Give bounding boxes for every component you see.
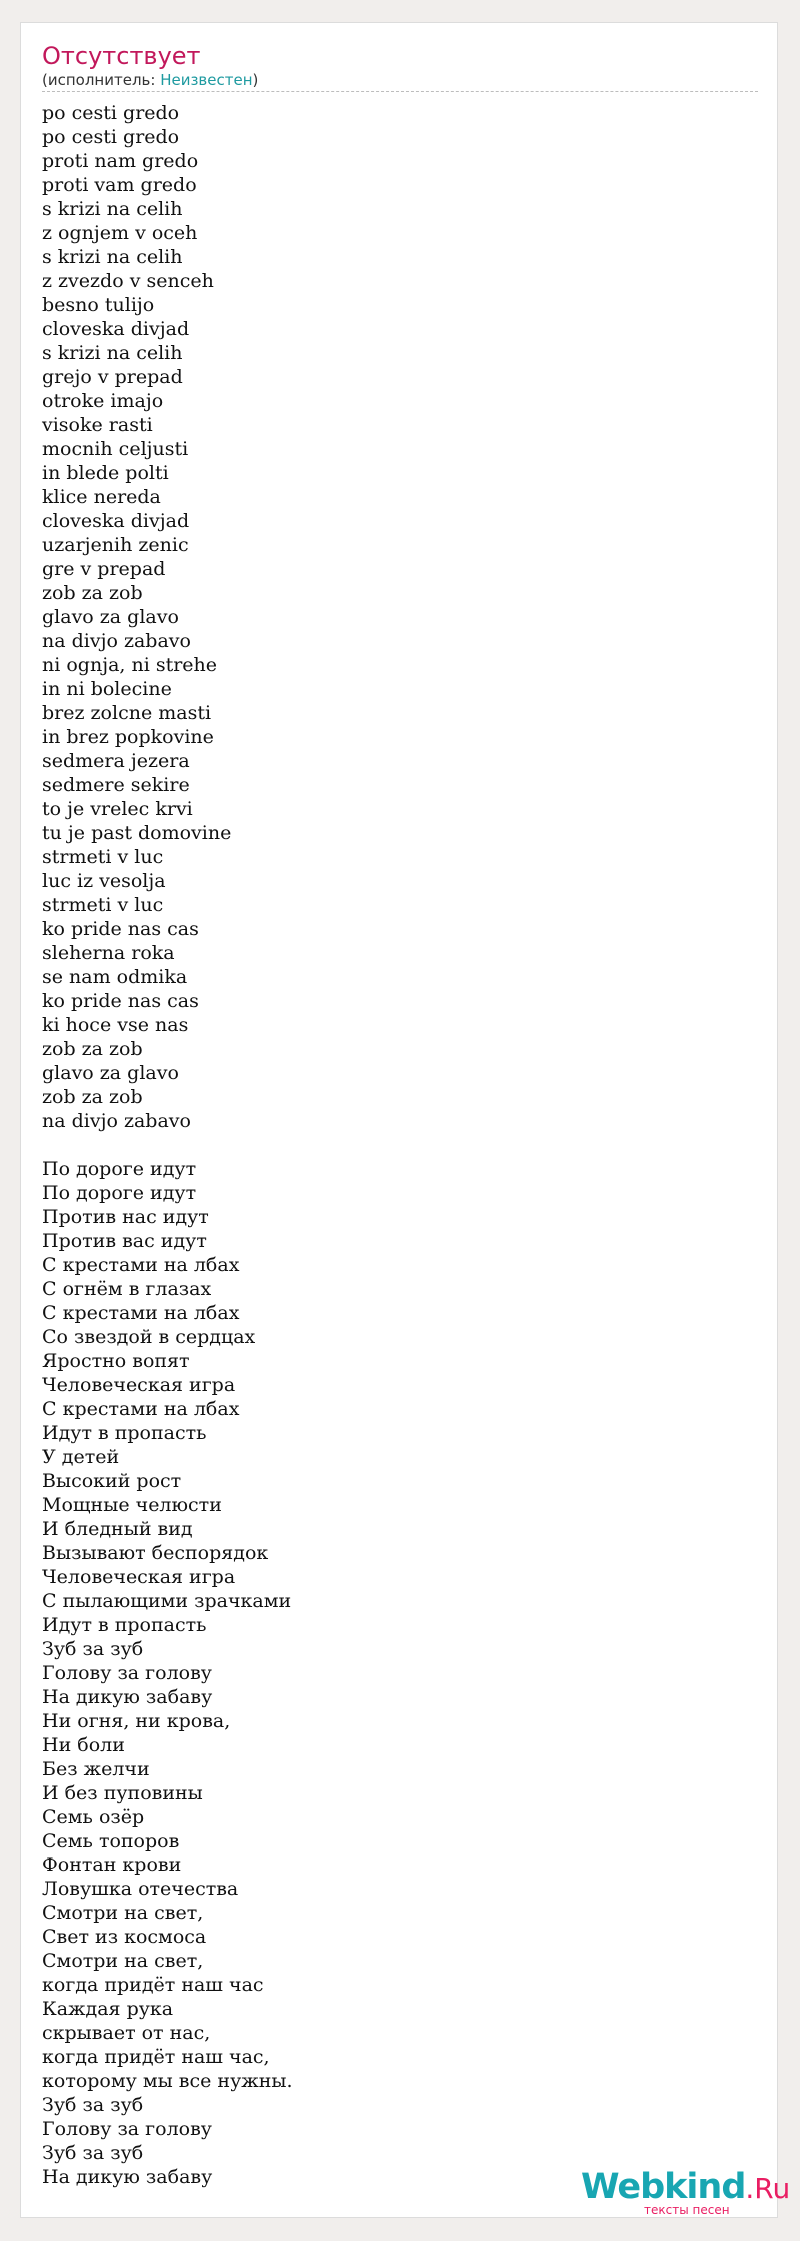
lyric-line: Со звездой в сердцах	[42, 1326, 256, 1348]
lyric-line: zob za zob	[42, 1038, 143, 1060]
lyric-line: in ni bolecine	[42, 678, 172, 700]
lyric-line: s krizi na celih	[42, 198, 183, 220]
lyric-line: С крестами на лбах	[42, 1398, 240, 1420]
lyric-line: Смотри на свет,	[42, 1902, 204, 1924]
lyric-line: скрывает от нас,	[42, 2022, 211, 2044]
lyric-line: visoke rasti	[42, 414, 153, 436]
lyric-line: И без пуповины	[42, 1782, 203, 1804]
lyric-line: zob za zob	[42, 1086, 143, 1108]
lyric-line: Идут в пропасть	[42, 1422, 207, 1444]
lyric-line: otroke imajo	[42, 390, 164, 412]
lyric-line: na divjo zabavo	[42, 630, 191, 652]
lyric-line: Мощные челюсти	[42, 1494, 222, 1516]
lyric-line: Высокий рост	[42, 1470, 182, 1492]
lyric-line: Яростно вопят	[42, 1350, 190, 1372]
lyric-line: На дикую забаву	[42, 2166, 213, 2188]
lyric-line: proti vam gredo	[42, 174, 197, 196]
lyric-line: luc iz vesolja	[42, 870, 166, 892]
lyric-line: Голову за голову	[42, 1662, 212, 1684]
lyric-line: glavo za glavo	[42, 606, 179, 628]
lyric-line: Человеческая игра	[42, 1566, 236, 1588]
lyric-line: z ognjem v oceh	[42, 222, 198, 244]
lyric-line: На дикую забаву	[42, 1686, 213, 1708]
lyric-line: Свет из космоса	[42, 1926, 207, 1948]
stanza-gap	[42, 1133, 293, 1157]
artist-line	[42, 70, 758, 92]
lyric-line: to je vrelec krvi	[42, 798, 193, 820]
lyric-line: Ловушка отечества	[42, 1878, 239, 1900]
lyric-line: glavo za glavo	[42, 1062, 179, 1084]
brand-name: Webkind	[581, 2167, 746, 2207]
lyric-line: которому мы все нужны.	[42, 2070, 293, 2092]
lyric-line: ni ognja, ni strehe	[42, 654, 218, 676]
lyrics-body	[42, 101, 293, 2189]
lyric-line: se nam odmika	[42, 966, 188, 988]
lyric-line: С крестами на лбах	[42, 1254, 240, 1276]
lyric-line: Зуб за зуб	[42, 2142, 144, 2164]
lyric-line: Каждая рука	[42, 1998, 174, 2020]
lyric-line: ko pride nas cas	[42, 918, 199, 940]
lyric-line: in brez popkovine	[42, 726, 214, 748]
lyric-line: tu je past domovine	[42, 822, 232, 844]
lyric-line: Фонтан крови	[42, 1854, 182, 1876]
artist-suffix: )	[252, 71, 259, 89]
artist-link[interactable]: Неизвестен	[160, 71, 253, 89]
lyric-line: Голову за голову	[42, 2118, 212, 2140]
lyric-line: po cesti gredo	[42, 126, 180, 148]
lyric-line: И бледный вид	[42, 1518, 193, 1540]
lyric-line: ki hoce vse nas	[42, 1014, 189, 1036]
lyric-line: na divjo zabavo	[42, 1110, 191, 1132]
brand-tagline: тексты песен	[644, 2203, 730, 2217]
artist-prefix: (исполнитель:	[42, 71, 161, 89]
lyric-line: Ни боли	[42, 1734, 125, 1756]
brand-suffix: .Ru	[745, 2172, 791, 2205]
lyric-line: gre v prepad	[42, 558, 166, 580]
lyric-line: когда придёт наш час	[42, 1974, 264, 1996]
lyric-line: У детей	[42, 1446, 120, 1468]
lyric-line: besno tulijo	[42, 294, 155, 316]
lyric-line: С пылающими зрачками	[42, 1590, 292, 1612]
lyric-line: Зуб за зуб	[42, 1638, 144, 1660]
lyric-line: По дороге идут	[42, 1158, 197, 1180]
lyric-line: Ни огня, ни крова,	[42, 1710, 231, 1732]
lyric-line: Идут в пропасть	[42, 1614, 207, 1636]
lyric-line: sleherna roka	[42, 942, 175, 964]
lyric-line: Вызывают беспорядок	[42, 1542, 269, 1564]
lyric-line: proti nam gredo	[42, 150, 199, 172]
lyric-line: zob za zob	[42, 582, 143, 604]
lyric-line: Против нас идут	[42, 1206, 209, 1228]
lyric-line: cloveska divjad	[42, 510, 190, 532]
lyric-line: grejo v prepad	[42, 366, 183, 388]
lyric-line: Человеческая игра	[42, 1374, 236, 1396]
lyric-line: po cesti gredo	[42, 102, 180, 124]
lyric-line: Без желчи	[42, 1758, 150, 1780]
lyric-line: Зуб за зуб	[42, 2094, 144, 2116]
lyric-line: Семь озёр	[42, 1806, 145, 1828]
webkind-logo[interactable]	[581, 2169, 790, 2207]
lyric-line: strmeti v luc	[42, 894, 164, 916]
lyric-line: Смотри на свет,	[42, 1950, 204, 1972]
lyric-line: С крестами на лбах	[42, 1302, 240, 1324]
lyric-line: s krizi na celih	[42, 342, 183, 364]
lyric-line: sedmera jezera	[42, 750, 190, 772]
lyric-line: s krizi na celih	[42, 246, 183, 268]
lyric-line: Семь топоров	[42, 1830, 180, 1852]
lyric-line: Против вас идут	[42, 1230, 207, 1252]
lyric-line: z zvezdo v senceh	[42, 270, 214, 292]
lyric-line: mocnih celjusti	[42, 438, 189, 460]
lyric-line: cloveska divjad	[42, 318, 190, 340]
lyric-line: klice nereda	[42, 486, 161, 508]
lyric-line: brez zolcne masti	[42, 702, 212, 724]
lyric-line: С огнём в глазах	[42, 1278, 212, 1300]
lyric-line: in blede polti	[42, 462, 169, 484]
lyric-line: strmeti v luc	[42, 846, 164, 868]
lyric-line: когда придёт наш час,	[42, 2046, 270, 2068]
lyric-line: ko pride nas cas	[42, 990, 199, 1012]
lyric-line: sedmere sekire	[42, 774, 190, 796]
lyric-line: По дороге идут	[42, 1182, 197, 1204]
lyric-line: uzarjenih zenic	[42, 534, 189, 556]
song-title: Отсутствует	[42, 42, 201, 70]
